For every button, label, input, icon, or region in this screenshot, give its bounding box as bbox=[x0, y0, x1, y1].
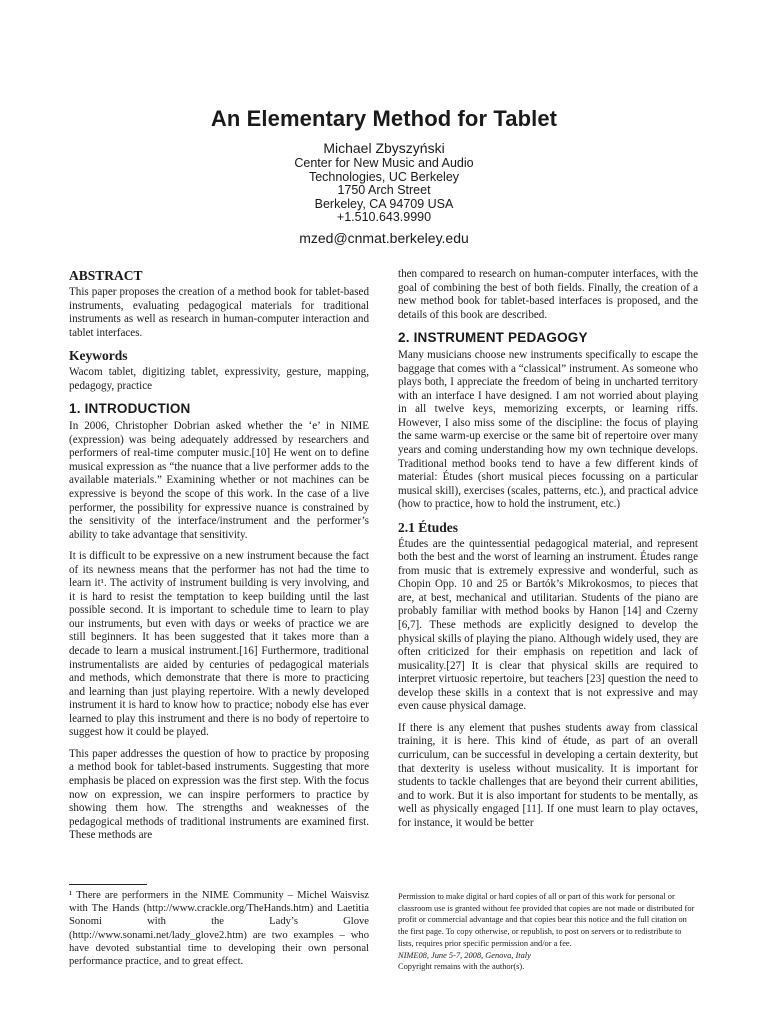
permission-text: Permission to make digital or hard copies of all or part of this work for personal or classroom use is granted without fee provided that copies are not made or distributed for profit or commercial advantage and that copies bear this notice and the full citation on the first page. To copy otherwise, or republish, to post on servers or to redistribute to lists, requires prior specific permission and/or a fee. bbox=[398, 892, 695, 948]
abstract-section bbox=[69, 268, 369, 340]
introduction-heading: 1. INTRODUCTION bbox=[69, 401, 191, 417]
abstract-heading: ABSTRACT bbox=[69, 268, 143, 283]
keywords-heading: Keywords bbox=[69, 348, 128, 364]
address-line: 1750 Arch Street bbox=[337, 183, 431, 198]
author-name: Michael Zbyszyński bbox=[323, 140, 445, 156]
left-column bbox=[69, 268, 369, 851]
permission-notice bbox=[398, 891, 698, 973]
intro-paragraph: It is difficult to be expressive on a new instrument because the fact of its newness means that the performer has not had the time to learn it¹. The activity of instrument building is very involving, and it is hard to resist the temptation to keep building until the last possible second. It is important to schedule time to learn to play our instruments, but even with days or weeks of practice we are still beginners. It has been suggested that it takes more than a decade to learn a musical instrument.[16] Furthermore, traditional instrumentalists are aided by centuries of pedagogical materials and methods, which demonstrate that there is more to practicing and learning than just playing repertoire. With a newly developed instrument it is hard to know how to practice; nobody else has ever learned to play this instrument and there is no body of repertoire to suggest how it could be played. bbox=[69, 550, 369, 739]
etudes-section bbox=[398, 520, 698, 830]
footnote-text: ¹ There are performers in the NIME Community – Michel Waisvisz with The Hands (http://www.crackle.org/TheHands.htm) and Laetitia Sonomi with the Lady’s Glove (http://www.sonami.net/lady_glove2.htm) are two examples – who have devoted substantial time to developing their own personal performance practice, and to great effect. bbox=[69, 890, 369, 968]
affiliation-line: Technologies, UC Berkeley bbox=[308, 169, 460, 184]
etudes-heading: 2.1 Études bbox=[398, 519, 459, 535]
conference-info: NIME08, June 5-7, 2008, Genova, Italy bbox=[398, 950, 531, 960]
right-column bbox=[398, 268, 698, 838]
etudes-paragraph: If there is any element that pushes students away from classical training, it is here. This kind of étude, as part of an overall curriculum, can be successful in developing a certain dexterity, but that dexterity is useless without musicality. It is important for students to tackle challenges that are beyond their current abilities, and to work. But it is also important for students to be mentally, as well as physically engaged [11]. If one must learn to play octaves, for instance, it would be better bbox=[398, 721, 698, 829]
abstract-text: This paper proposes the creation of a method book for tablet-based instruments, evaluating pedagogical materials for traditional instruments as well as research in human-computer interaction and tablet interfaces. bbox=[69, 286, 369, 339]
paper-title: An Elementary Method for Tablet bbox=[210, 106, 558, 131]
phone-line: +1.510.643.9990 bbox=[336, 210, 432, 225]
etudes-paragraph: Études are the quintessential pedagogical material, and represent both the best and the worst of learning an instrument. Études range from music that is extremely expressive and wonderful, such as Chopin Opp. 10 and 25 or Bartók’s Mikrokosmos, to pieces that are, at best, mechanical and utilitarian. Students of the piano are probably familiar with method books by Hanon [14] and Czerny [6,7]. These methods are explicitly designed to develop the physical skills of playing the piano. Although widely used, they are often criticized for their emphasis on repetition and lack of musicality.[27] It is clear that physical skills are required to interpret virtuosic repertoire, but teachers [23] question the need to develop these skills in a context that is not expressive and may even cause physical damage. bbox=[398, 537, 698, 713]
affiliation-line: Center for New Music and Audio bbox=[294, 156, 474, 170]
author-email: mzed@cnmat.berkeley.edu bbox=[299, 229, 469, 246]
keywords-text: Wacom tablet, digitizing tablet, expressivity, gesture, mapping, pedagogy, practice bbox=[69, 366, 369, 392]
author-block bbox=[0, 140, 768, 247]
pedagogy-section bbox=[398, 330, 698, 512]
pedagogy-heading: 2. INSTRUMENT PEDAGOGY bbox=[398, 330, 588, 346]
keywords-section bbox=[69, 348, 369, 393]
intro-continued-paragraph: then compared to research on human-computer interfaces, with the goal of combining the best of both fields. Finally, the creation of a new method book for tablet-based interfaces is proposed, and the details of this book are described. bbox=[398, 268, 698, 321]
introduction-section bbox=[69, 401, 369, 842]
pedagogy-text: Many musicians choose new instruments specifically to escape the baggage that comes with a “classical” instrument. As someone who plays both, I appreciate the freedom of being in uncharted territory with an interface I have designed. I am not worried about playing in all twelve keys, memorizing excerpts, or learning riffs. However, I also miss some of the discipline: the focus of playing the same warm-up exercise or the same bit of repertoire over many years and coming understanding how my own technique develops. Traditional method books tend to have a few different kinds of material: Études (short musical pieces focussing on a particular musical skill), exercises (scales, patterns, etc.), and practical advice (how to practice, how to hold the instrument, etc.) bbox=[398, 349, 698, 511]
footnote bbox=[69, 884, 369, 968]
copyright-line: Copyright remains with the author(s). bbox=[398, 962, 525, 972]
intro-paragraph: This paper addresses the question of how to practice by proposing a method book for tablet-based instruments. Suggesting that more emphasis be placed on expression was the first step. With the focus now on expression, we can inspire performers to practice by showing them how. The strengths and weaknesses of the pedagogical methods of traditional instruments are examined first. These methods are bbox=[69, 747, 369, 842]
address-line: Berkeley, CA 94709 USA bbox=[314, 196, 454, 211]
intro-paragraph: In 2006, Christopher Dobrian asked whether the ‘e’ in NIME (expression) was being adequately addressed by researchers and performers of real-time computer music.[10] He went on to define musical expression as “the nuance that a live performer adds to the available materials.” Examining whether or not machines can be expressive is beyond the scope of this work. In the case of a live performer, the possibility for expressive nuance is constrained by the sensitivity of the interface/instrument and the performer’s ability to take advantage that sensitivity. bbox=[69, 420, 369, 541]
